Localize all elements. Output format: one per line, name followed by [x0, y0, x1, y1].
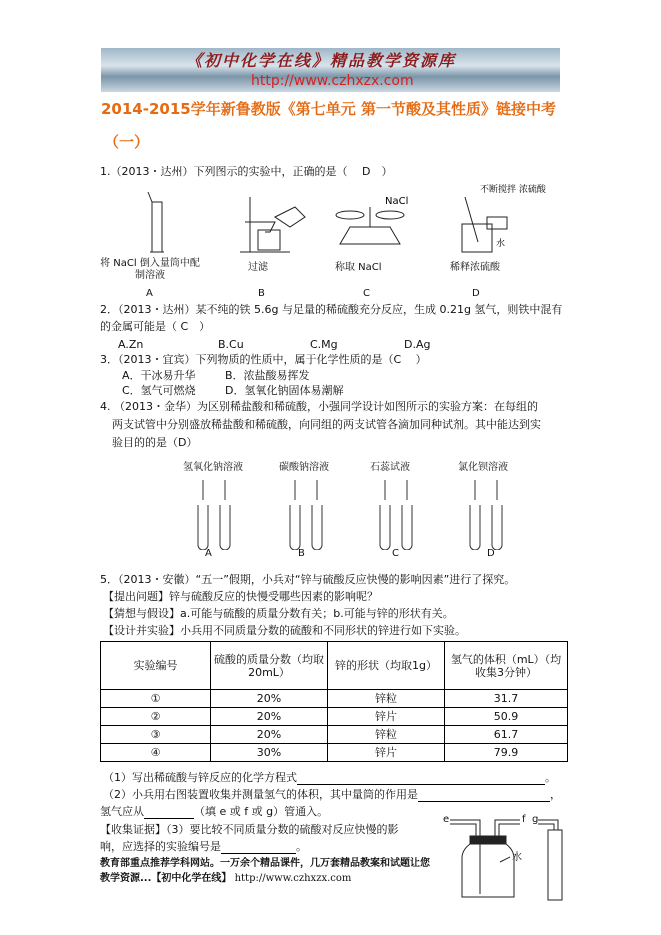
q3-text: 3．（2013・宜宾）下列物质的性质中，属于化学性质的是（C ） — [100, 353, 427, 366]
q5-s1 — [103, 771, 556, 785]
graduated-cylinder-figure — [148, 192, 164, 252]
q2-line2: 的金属可能是（ C ） — [100, 320, 211, 333]
s2-text: （2）小兵用右图装置收集并测量氢气的体积，其中量筒的作用是 — [103, 788, 418, 801]
q3-option: A．干冰易升华 — [122, 369, 196, 382]
table-row — [101, 690, 568, 708]
s1-end: 。 — [545, 771, 556, 784]
q2-option: B.Cu — [218, 338, 244, 351]
table-row — [101, 744, 568, 762]
reagent-label: 碳酸钠溶液 — [279, 462, 329, 473]
balance-figure — [336, 207, 404, 244]
header-cell: 实验编号 — [101, 642, 211, 690]
cell: 31.7 — [445, 690, 568, 708]
fig-b-caption: 过滤 — [248, 262, 268, 273]
group-letter: C — [392, 548, 399, 559]
gas-collection-apparatus — [440, 812, 570, 902]
s3-blank[interactable] — [221, 841, 296, 854]
stir-label: 不断搅拌 浓硫酸 — [480, 185, 546, 195]
doc-title-2: （一） — [104, 133, 150, 151]
s2b-text2: （填 e 或 f 或 g）管通入。 — [194, 805, 329, 818]
header-cell: 氢气的体积（mL）（均收集3分钟） — [445, 642, 568, 690]
q3-option: C．氢气可燃烧 — [122, 384, 196, 397]
cell: 61.7 — [445, 726, 568, 744]
s2-end: ， — [550, 788, 561, 801]
footer-url[interactable]: http://www.czhxzx.com — [234, 873, 352, 884]
q5-s3b — [100, 840, 307, 854]
fig-a-caption: 将 NaCl 倒入量筒中配制溶液 — [100, 258, 200, 281]
s2b-blank[interactable] — [144, 806, 194, 819]
tube-group-a — [198, 480, 230, 550]
header-cell: 锌的形状（均取1g） — [328, 642, 445, 690]
q4-line1: 4. （2013・金华）为区别稀盐酸和稀硫酸，小强同学设计如图所示的实验方案：在每组的 — [100, 400, 538, 413]
filtration-figure — [240, 197, 305, 252]
group-letter: D — [487, 548, 495, 559]
q5-s2b — [100, 805, 328, 819]
nacl-label: NaCl — [385, 196, 409, 207]
s3b-text: 响，应选择的实验编号是 — [100, 840, 221, 853]
q5-ask: 【提出问题】锌与硫酸反应的快慢受哪些因素的影响呢？ — [103, 590, 378, 603]
fig-c-letter: C — [363, 288, 370, 299]
fig-d-letter: D — [472, 288, 480, 299]
q1-figures — [100, 182, 560, 254]
s1-blank[interactable] — [297, 772, 545, 785]
q2-option: C.Mg — [310, 338, 338, 351]
test-tubes-figure — [170, 475, 530, 550]
cell: 79.9 — [445, 744, 568, 762]
fig-a-letter: A — [146, 288, 153, 299]
footer-line2 — [100, 873, 351, 885]
header-cell: 硫酸的质量分数（均取20mL） — [211, 642, 328, 690]
s2-blank[interactable] — [418, 789, 550, 802]
fig-d-caption: 稀释浓硫酸 — [450, 262, 500, 273]
q4-line3: 验目的的是（D） — [112, 436, 198, 449]
cell: 20% — [211, 708, 328, 726]
banner-url[interactable]: http://www.czhxzx.com — [251, 73, 414, 89]
reagent-label: 氢氧化钠溶液 — [183, 462, 243, 473]
s3-end: 。 — [296, 840, 307, 853]
doc-title: 2014-2015学年新鲁教版《第七单元 第一节酸及其性质》链接中考 — [101, 100, 556, 118]
q5-guess: 【猜想与假设】a.可能与硫酸的质量分数有关；b.可能与锌的形状有关。 — [103, 607, 454, 620]
cell: 50.9 — [445, 708, 568, 726]
experiment-table — [100, 641, 568, 762]
cell: 锌片 — [328, 708, 445, 726]
q3-option: B．浓盐酸易挥发 — [225, 369, 310, 382]
cell: ① — [101, 690, 211, 708]
reagent-label: 氯化钡溶液 — [458, 462, 508, 473]
cell: 30% — [211, 744, 328, 762]
group-letter: B — [298, 548, 305, 559]
tube-group-c — [380, 480, 412, 550]
group-letter: A — [205, 548, 212, 559]
cell: ② — [101, 708, 211, 726]
tube-g-label: g — [532, 814, 539, 825]
cell: ④ — [101, 744, 211, 762]
q5-s3a: 【收集证据】（3）要比较不同质量分数的硫酸对反应快慢的影 — [100, 823, 399, 836]
water-label: 水 — [496, 239, 506, 249]
cell: 锌片 — [328, 744, 445, 762]
q2-line1: 2．（2013・达州）某不纯的铁 5.6g 与足量的稀硫酸充分反应，生成 0.21g 氢气，则铁中混有 — [100, 303, 563, 316]
fig-c-caption: 称取 NaCl — [335, 262, 382, 273]
banner-title: 《初中化学在线》精品教学资源库 — [186, 51, 457, 70]
cell: 锌粒 — [328, 726, 445, 744]
banner — [101, 48, 560, 92]
footer-text: 教学资源...【初中化学在线】 — [100, 873, 232, 884]
s2b-text: 氢气应从 — [100, 805, 144, 818]
table-header-row — [101, 642, 568, 690]
q2-option: A.Zn — [118, 338, 144, 351]
q4-line2: 两支试管中分别盛放稀盐酸和稀硫酸，向同组的两支试管各滴加同种试剂。其中能达到实 — [112, 418, 541, 431]
q5-s2 — [103, 788, 561, 802]
s1-text: （1）写出稀硫酸与锌反应的化学方程式 — [103, 771, 297, 784]
footer-line1: 教育部重点推荐学科网站。一万余个精品课件，几万套精品教案和试题让您 — [100, 858, 430, 869]
tube-group-d — [470, 480, 502, 550]
tube-f-label: f — [522, 814, 526, 825]
cell: 20% — [211, 726, 328, 744]
q2-option: D.Ag — [404, 338, 431, 351]
table-row — [101, 708, 568, 726]
q5-intro: 5．（2013・安徽）“五一”假期，小兵对“锌与硫酸反应快慢的影响因素”进行了探究。 — [100, 573, 516, 586]
tube-e-label: e — [443, 814, 450, 825]
reagent-label: 石蕊试液 — [370, 462, 410, 473]
q3-option: D．氢氧化钠固体易潮解 — [225, 384, 344, 397]
tube-group-b — [290, 480, 322, 550]
cell: 锌粒 — [328, 690, 445, 708]
cell: ③ — [101, 726, 211, 744]
fig-b-letter: B — [258, 288, 265, 299]
q5-design: 【设计并实验】小兵用不同质量分数的硫酸和不同形状的锌进行如下实验。 — [103, 624, 466, 637]
table-row — [101, 726, 568, 744]
water-label: 水 — [512, 852, 522, 863]
q1-text: 1.（2013・达州）下列图示的实验中，正确的是（ D ） — [100, 165, 393, 178]
cell: 20% — [211, 690, 328, 708]
